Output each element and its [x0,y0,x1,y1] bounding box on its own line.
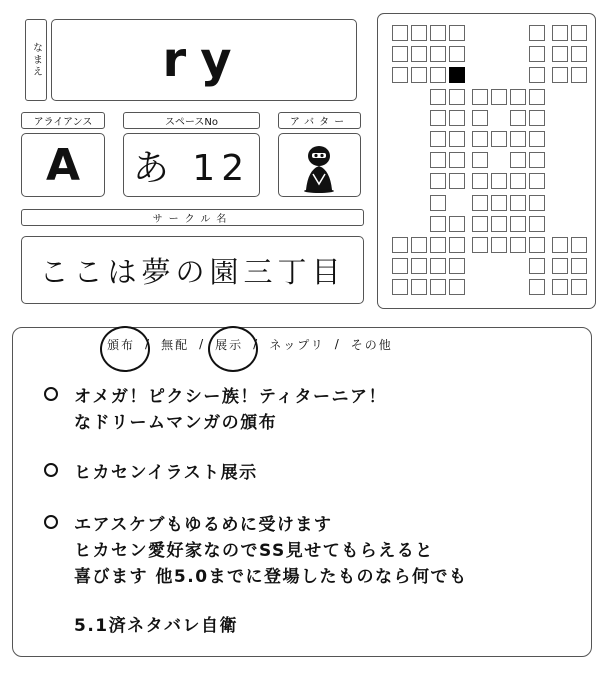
seat-cell [472,110,488,126]
seat-cell [449,25,465,41]
seat-cell [510,131,526,147]
seat-cell [449,67,465,83]
tab-2: 展示 [211,336,247,353]
seat-cell [411,46,427,62]
seat-cell [510,89,526,105]
spoiler-note: 5.1済ネタバレ自衛 [74,616,238,636]
circle-bullet-icon [44,463,58,477]
seat-cell [491,216,507,232]
seat-cell [529,279,545,295]
info-item-text: エアスケブもゆるめに受けます ヒカセン愛好家なのでSS見せてもらえると 喜びます 他5.0までに登場したものなら何でも [74,515,468,587]
tab-separator: / [253,337,260,351]
avatar [278,133,361,197]
seat-cell [392,25,408,41]
seat-cell [449,46,465,62]
seat-cell [392,67,408,83]
seat-cell [491,131,507,147]
seat-cell [430,216,446,232]
seat-cell [510,173,526,189]
seat-cell [510,237,526,253]
seat-cell [411,279,427,295]
seat-cell [510,110,526,126]
seat-cell [430,258,446,274]
seat-cell [510,216,526,232]
info-item [44,512,468,590]
space-number-label: スペースNo [123,112,260,129]
seat-cell [392,46,408,62]
avatar-label: アバター [278,112,361,129]
seat-cell [552,67,568,83]
seat-cell [449,258,465,274]
seat-cell [571,46,587,62]
seat-cell [529,258,545,274]
circle-bullet-icon [44,515,58,529]
seat-cell [529,67,545,83]
alliance-label: アライアンス [21,112,105,129]
avatar-figure-icon [279,134,359,195]
seat-cell [571,237,587,253]
seat-cell [552,279,568,295]
seat-cell [392,258,408,274]
seat-cell [529,152,545,168]
seat-cell [449,89,465,105]
tab-4: その他 [350,337,393,352]
seat-cell [472,216,488,232]
seat-cell [529,173,545,189]
seat-cell [491,89,507,105]
seat-cell [430,195,446,211]
seat-cell [529,237,545,253]
seat-cell [472,237,488,253]
seat-cell [552,25,568,41]
distribution-tabs [103,332,397,356]
circle-name-value: ここは夢の園三丁目 [21,236,364,304]
seat-cell [529,131,545,147]
tab-3: ネップリ [269,337,325,352]
seat-cell [571,25,587,41]
seat-cell [449,152,465,168]
seat-cell [472,131,488,147]
seat-cell [449,110,465,126]
seat-cell [529,110,545,126]
tab-separator: / [334,337,341,351]
seat-cell [449,237,465,253]
seat-cell [472,89,488,105]
seat-cell [430,110,446,126]
seat-cell [411,67,427,83]
seat-cell [430,131,446,147]
seat-cell [411,258,427,274]
circle-bullet-icon [44,387,58,401]
seat-cell [430,237,446,253]
seat-cell [449,279,465,295]
seat-cell [529,25,545,41]
seat-cell [529,89,545,105]
seat-cell [529,46,545,62]
info-item-text: オメガ！ピクシー族！ティターニア！ なドリームマンガの頒布 [74,387,387,433]
circle-name-label: サークル名 [21,209,364,226]
seat-cell [392,279,408,295]
seat-cell [430,279,446,295]
seat-cell [552,46,568,62]
seat-cell [510,195,526,211]
seat-cell [472,173,488,189]
seat-cell [449,173,465,189]
seat-cell [571,279,587,295]
tab-separator: / [145,337,152,351]
seat-cell [392,237,408,253]
seat-cell [411,237,427,253]
seat-cell [449,131,465,147]
tab-0: 頒布 [103,336,139,353]
info-item-text: ヒカセンイラスト展示 [74,463,258,483]
seat-cell [449,216,465,232]
name-label: なまえ [25,19,47,101]
seat-cell [491,237,507,253]
seat-cell [430,173,446,189]
tab-1: 無配 [161,337,190,352]
seat-cell [491,173,507,189]
info-panel [12,327,592,657]
seat-cell [571,258,587,274]
seat-cell [472,152,488,168]
seat-cell [552,237,568,253]
seat-cell [529,195,545,211]
seat-cell [510,152,526,168]
seat-cell [529,216,545,232]
seat-cell [430,25,446,41]
seat-cell [430,67,446,83]
space-number-value: あ 12 [123,133,260,197]
info-item [44,460,258,486]
seat-cell [430,152,446,168]
seat-cell [552,258,568,274]
info-item [44,384,387,436]
name-value: ry [51,19,357,101]
seat-cell [571,67,587,83]
alliance-value: A [21,133,105,197]
seat-cell [411,25,427,41]
seat-cell [430,89,446,105]
seat-cell [472,195,488,211]
seat-map [377,13,596,309]
seat-cell [491,195,507,211]
seat-cell [430,46,446,62]
tab-separator: / [199,337,206,351]
